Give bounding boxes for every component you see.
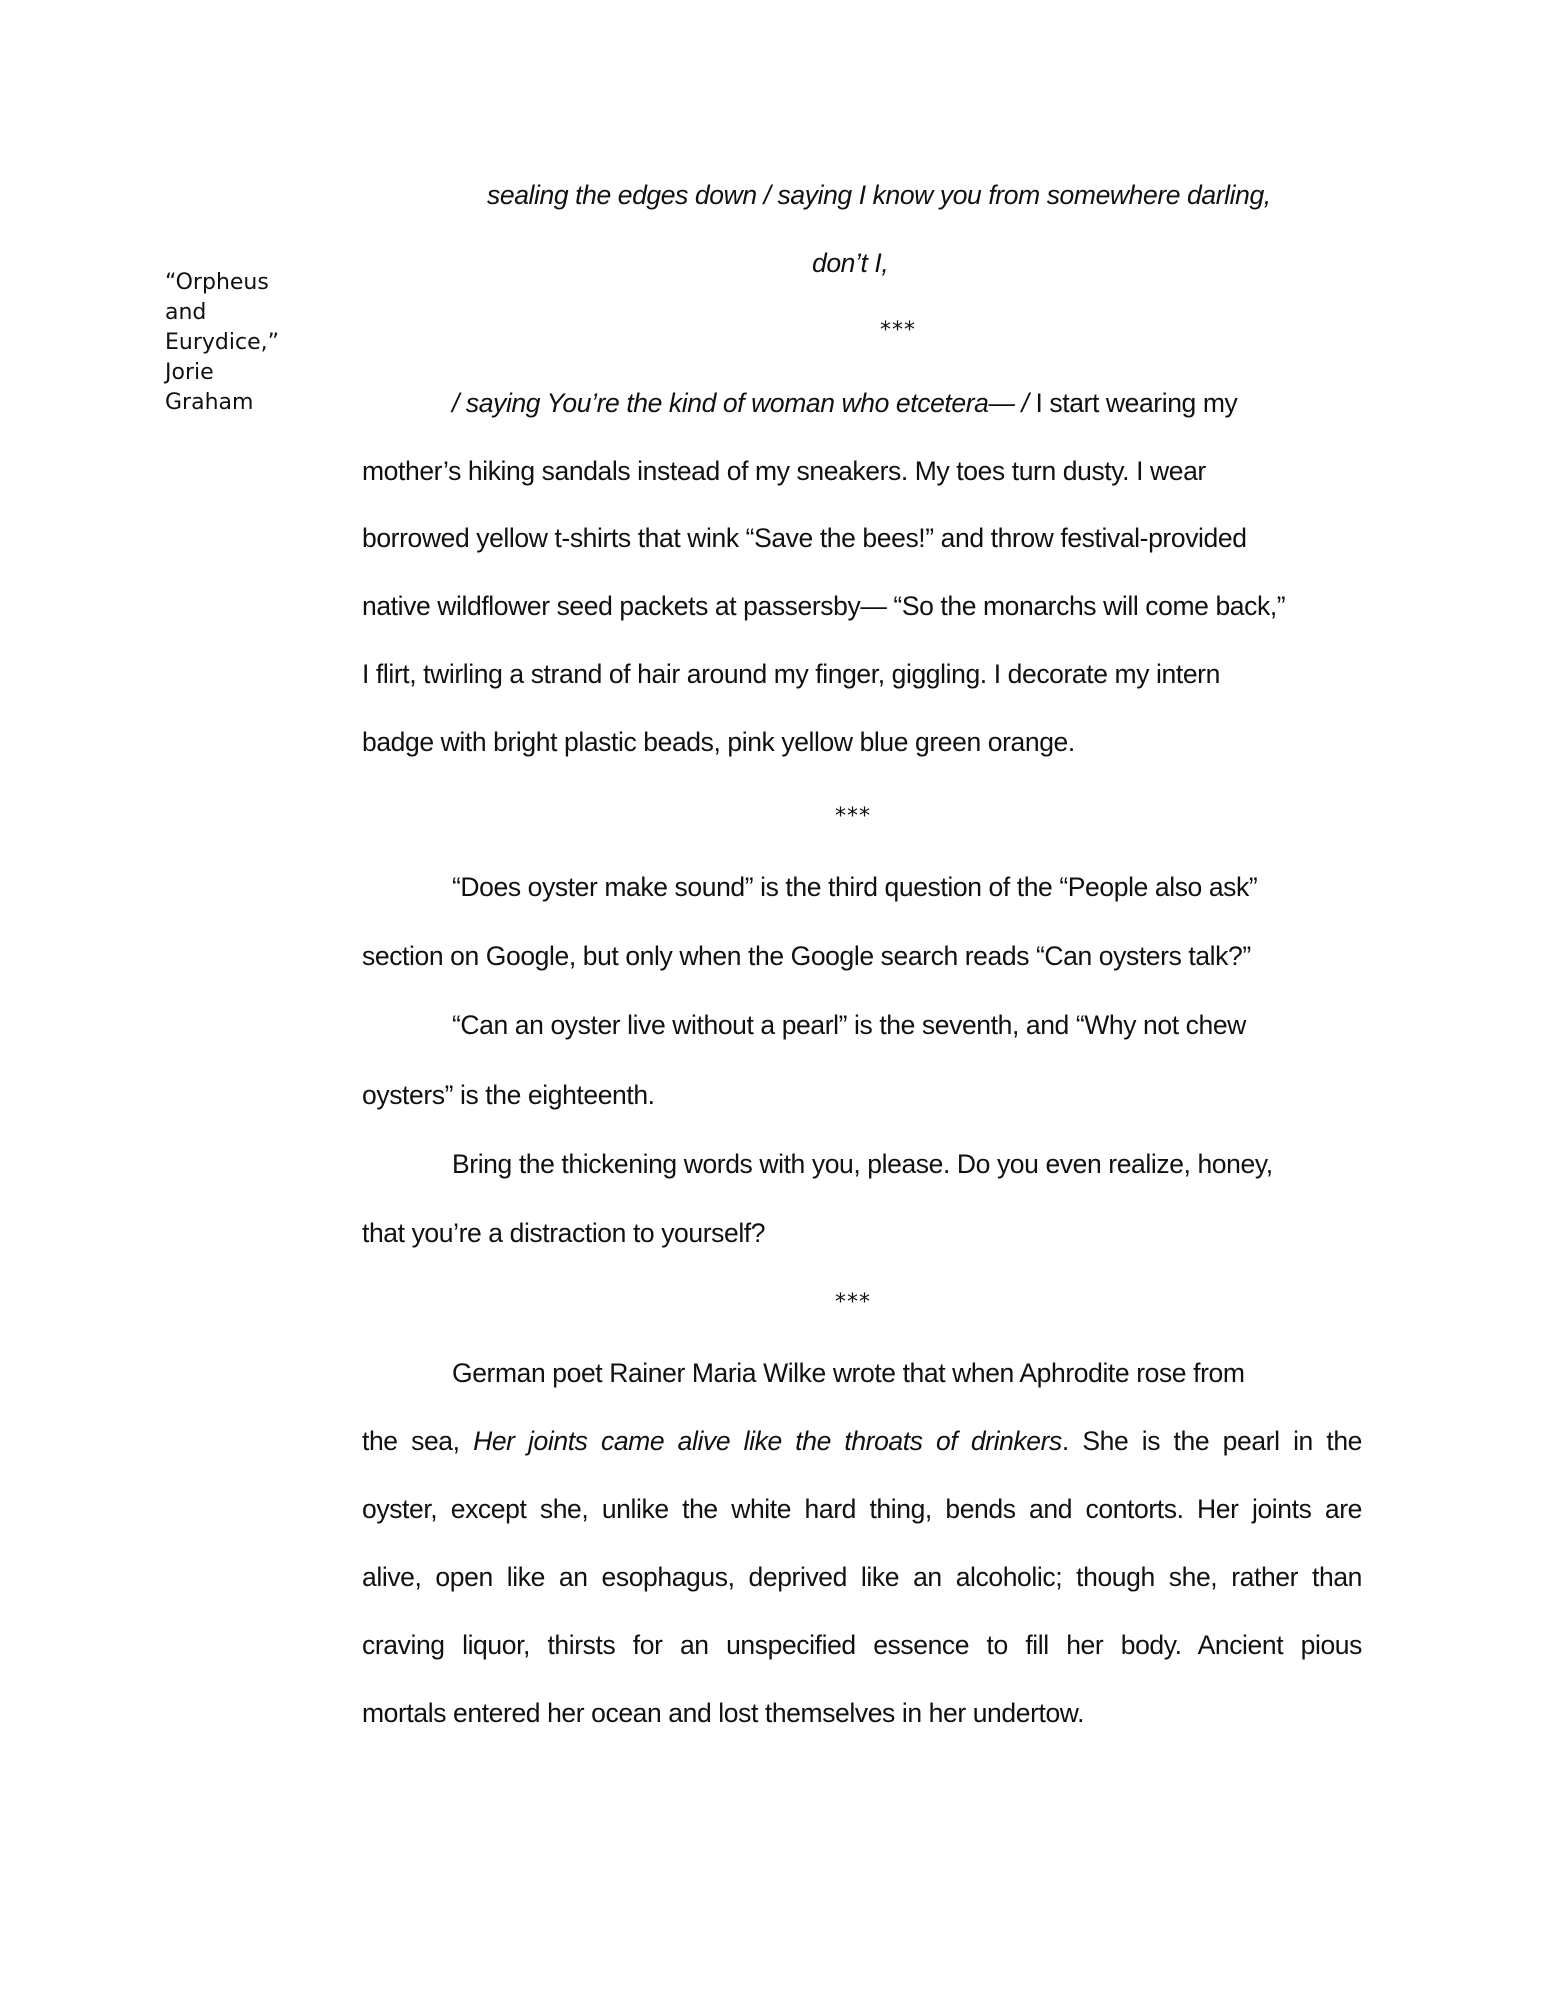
margin-citation	[165, 268, 285, 418]
margin-citation-line: “Orpheus	[165, 270, 269, 295]
paragraph-line: alive, open like an esophagus, deprived like an alcoholic; though she, rather than	[362, 1562, 1362, 1592]
paragraph-line: mother’s hiking sandals instead of my sneakers. My toes turn dusty. I wear	[362, 456, 1206, 486]
paragraph-line: “Can an oyster live without a pearl” is the seventh, and “Why not chew	[452, 1010, 1246, 1040]
section-separator: ***	[880, 318, 916, 343]
paragraph-line: craving liquor, thirsts for an unspecified essence to fill her body. Ancient pious	[362, 1630, 1362, 1660]
paragraph-line: oyster, except she, unlike the white hard thing, bends and contorts. Her joints are	[362, 1494, 1362, 1524]
section-separator: ***	[835, 1290, 871, 1315]
margin-citation-line: Jorie	[165, 360, 214, 385]
paragraph-line	[362, 1426, 1362, 1457]
margin-citation-line: Graham	[165, 390, 254, 415]
paragraph-line: borrowed yellow t-shirts that wink “Save the bees!” and throw festival-provided	[362, 523, 1247, 553]
paragraph-line: oysters” is the eighteenth.	[362, 1080, 655, 1110]
margin-citation-line: and	[165, 300, 207, 325]
paragraph-line: native wildflower seed packets at passersby— “So the monarchs will come back,”	[362, 591, 1286, 621]
epigraph-line: don’t I,	[812, 248, 889, 278]
paragraph-line: Bring the thickening words with you, please. Do you even realize, honey,	[452, 1149, 1273, 1179]
paragraph-line: mortals entered her ocean and lost themselves in her undertow.	[362, 1698, 1085, 1728]
paragraph-line: German poet Rainer Maria Wilke wrote that when Aphrodite rose from	[452, 1358, 1245, 1388]
paragraph-line: badge with bright plastic beads, pink yellow blue green orange.	[362, 727, 1075, 757]
paragraph-line	[452, 388, 1237, 419]
paragraph-line: I flirt, twirling a strand of hair around my finger, giggling. I decorate my intern	[362, 659, 1220, 689]
paragraph-text: the sea,	[362, 1426, 474, 1456]
epigraph-line: sealing the edges down / saying I know you from somewhere darling,	[487, 180, 1271, 210]
section-separator: ***	[835, 804, 871, 829]
italic-phrase: / saying You’re the kind of woman who etcetera— /	[452, 388, 1029, 418]
paragraph-line: “Does oyster make sound” is the third question of the “People also ask”	[452, 872, 1258, 902]
paragraph-line: section on Google, but only when the Google search reads “Can oysters talk?”	[362, 941, 1251, 971]
paragraph-line: that you’re a distraction to yourself?	[362, 1218, 766, 1248]
paragraph-text: . She is the pearl in the	[1061, 1426, 1362, 1456]
margin-citation-line: Eurydice,”	[165, 330, 280, 355]
italic-quote: Her joints came alive like the throats of drinkers	[473, 1426, 1062, 1456]
paragraph-text: I start wearing my	[1028, 388, 1238, 418]
